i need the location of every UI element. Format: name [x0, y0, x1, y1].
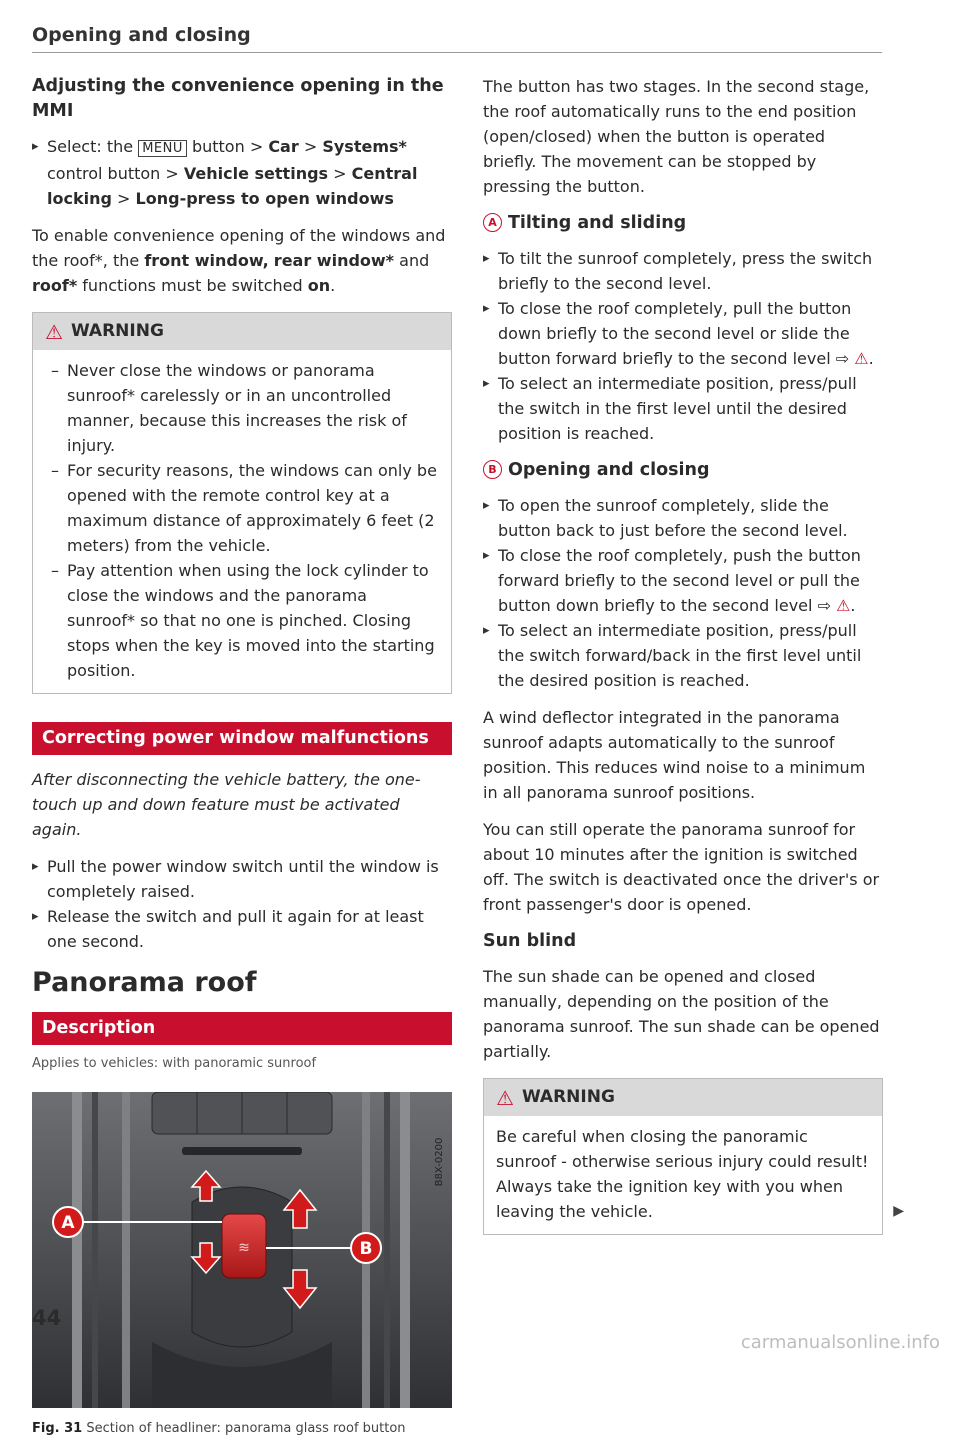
- sunblind-heading: Sun blind: [483, 931, 577, 951]
- panorama-heading: Panorama roof: [32, 967, 257, 998]
- malfunction-intro: After disconnecting the vehicle battery, the one-touch up and down feature must be activated again.: [32, 770, 421, 839]
- opening-step: ▸ To open the sunroof completely, slide the button back to just before the second level.: [483, 493, 883, 543]
- menu-key: MENU: [138, 140, 187, 157]
- warning-text: Be careful when closing the panoramic sunroof - otherwise serious injury could result! Always take the ignition key with you when leaving the vehicle.: [496, 1127, 869, 1221]
- tilt-step: ▸ To close the roof completely, pull the button down briefly to the second level or slide the button forward briefly to the second level ⇨ ⚠.: [483, 296, 883, 371]
- running-head: Opening and closing: [32, 24, 882, 53]
- warning-box-windows: [32, 312, 452, 694]
- warning-triangle-icon: ⚠: [854, 349, 869, 368]
- warning-header: ⚠ WARNING: [33, 313, 451, 350]
- warning-triangle-icon: ⚠: [836, 596, 851, 615]
- watermark: carmanualsonline.info: [740, 1332, 940, 1353]
- sunblind-paragraph: The sun shade can be opened and closed manually, depending on the position of the panorama sunroof. The sun shade can be opened partially.: [483, 967, 880, 1061]
- tilt-step: ▸ To tilt the sunroof completely, press the switch briefly to the second level.: [483, 246, 883, 296]
- circle-b-icon: B: [483, 460, 502, 479]
- warning-item: – Pay attention when using the lock cylinder to close the windows and the panorama sunroof* so that no one is pinched. Closing stops when the key is moved into the starting position.: [45, 558, 439, 683]
- malfunction-step: ▸ Pull the power window switch until the window is completely raised.: [32, 854, 452, 904]
- section-bar-malfunctions: Correcting power window malfunctions: [32, 722, 452, 755]
- callout-b: B: [359, 1239, 373, 1259]
- warning-box-sunroof: [483, 1078, 904, 1235]
- mmi-step: ▸ Select: the MENU button > Car > Systems* control button > Vehicle settings > Central locking > Long-press to open windows: [32, 134, 452, 211]
- malfunction-step: ▸ Release the switch and pull it again for at least one second.: [32, 904, 452, 954]
- section-bar-description: Description: [32, 1012, 452, 1045]
- applies-note: Applies to vehicles: with panoramic sunroof: [32, 1056, 317, 1071]
- svg-text:≋: ≋: [238, 1240, 250, 1256]
- callout-a: A: [61, 1213, 75, 1233]
- deflector-paragraph: A wind deflector integrated in the panorama sunroof adapts automatically to the sunroof position. This reduces wind noise to a minimum in all panorama sunroof positions.: [483, 708, 866, 802]
- opening-step: ▸ To select an intermediate position, press/pull the switch forward/back in the first level until the desired position is reached.: [483, 618, 883, 693]
- ignition-paragraph: You can still operate the panorama sunroof for about 10 minutes after the ignition is switched off. The switch is deactivated once the driver's or front passenger's door is opened.: [483, 820, 880, 914]
- cross-ref-arrow-icon: ⇨: [817, 596, 831, 615]
- continue-arrow-icon: ▶: [893, 1203, 904, 1219]
- figure-caption: Fig. 31 Section of headliner: panorama glass roof button: [32, 1421, 406, 1436]
- tilt-step: ▸ To select an intermediate position, press/pull the switch in the first level until the desired position is reached.: [483, 371, 883, 446]
- warning-list: [45, 358, 439, 683]
- warning-item: – For security reasons, the windows can only be opened with the remote control key at a maximum distance of approximately 6 feet (2 meters) from the vehicle.: [45, 458, 439, 558]
- opening-steps: [483, 493, 883, 693]
- left-column: [32, 74, 452, 1441]
- malfunction-steps: [32, 854, 452, 954]
- mmi-paragraph: To enable convenience opening of the windows and the roof*, the front window, rear window* and roof* functions must be switched on.: [32, 226, 446, 295]
- warning-header: ⚠ WARNING: [484, 1079, 882, 1116]
- stages-paragraph: The button has two stages. In the second stage, the roof automatically runs to the end position (open/closed) when the button is operated briefly. The movement can be stopped by pressing the button.: [483, 77, 870, 196]
- warning-triangle-icon: ⚠: [45, 319, 63, 344]
- page-number: 44: [32, 1306, 62, 1330]
- tilt-steps: [483, 246, 883, 446]
- right-column: [483, 74, 904, 1263]
- opening-heading: B Opening and closing: [483, 458, 883, 483]
- circle-a-icon: A: [483, 213, 502, 232]
- mmi-steps: [32, 134, 452, 211]
- tilt-heading: A Tilting and sliding: [483, 211, 883, 236]
- opening-step: ▸ To close the roof completely, push the button forward briefly to the second level or pull the button down briefly to the second level ⇨ ⚠.: [483, 543, 883, 618]
- mmi-heading: Adjusting the convenience opening in the MMI: [32, 76, 444, 121]
- figure-code: B8X-0200: [434, 1137, 445, 1187]
- cross-ref-arrow-icon: ⇨: [835, 349, 850, 368]
- warning-item: – Never close the windows or panorama sunroof* carelessly or in an uncontrolled manner, because this increases the risk of injury.: [45, 358, 439, 458]
- warning-triangle-icon: ⚠: [496, 1085, 514, 1110]
